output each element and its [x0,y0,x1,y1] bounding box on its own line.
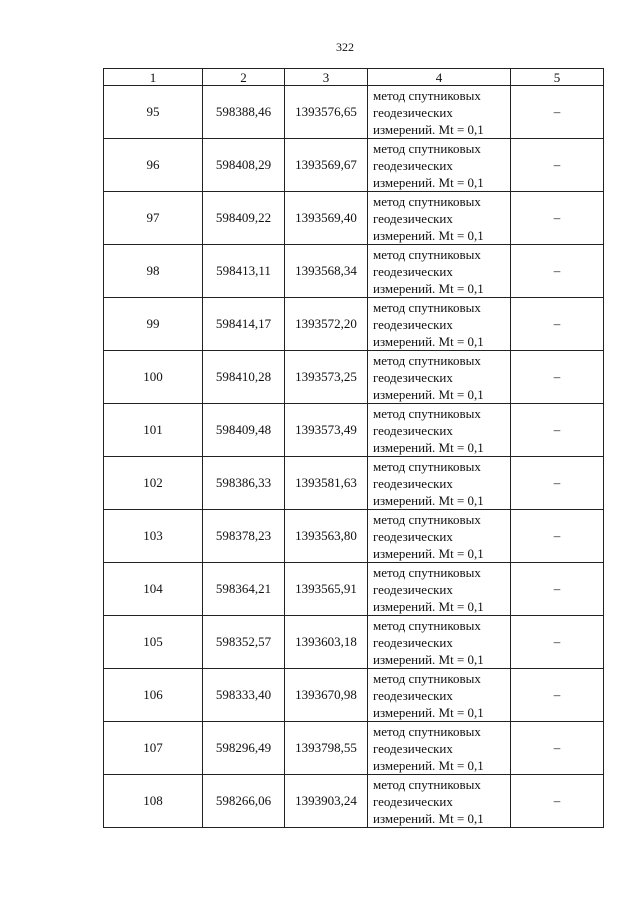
method-cell [368,669,511,722]
column-header: 5 [511,69,604,86]
table-row [104,86,604,139]
column-header: 4 [368,69,511,86]
table-row [104,616,604,669]
note-cell: – [511,563,604,616]
method-line: измерений. Mt = 0,1 [373,227,484,243]
method-line: геодезических [373,581,453,597]
column-header: 1 [104,69,203,86]
method-cell [368,404,511,457]
x-coordinate-cell: 598409,48 [203,404,285,457]
method-line: измерений. Mt = 0,1 [373,174,484,190]
point-number-cell: 106 [104,669,203,722]
method-line: метод спутниковых [373,458,481,474]
method-line: метод спутниковых [373,670,481,686]
method-line: измерений. Mt = 0,1 [373,386,484,402]
point-number-cell: 102 [104,457,203,510]
method-line: метод спутниковых [373,405,481,421]
table-header-row [104,69,604,86]
method-cell [368,563,511,616]
method-line: измерений. Mt = 0,1 [373,439,484,455]
x-coordinate-cell: 598410,28 [203,351,285,404]
coordinates-table [103,68,604,828]
note-cell: – [511,722,604,775]
method-line: метод спутниковых [373,299,481,315]
point-number-cell: 103 [104,510,203,563]
x-coordinate-cell: 598333,40 [203,669,285,722]
point-number-cell: 96 [104,139,203,192]
method-line: измерений. Mt = 0,1 [373,810,484,826]
method-line: метод спутниковых [373,87,481,103]
point-number-cell: 100 [104,351,203,404]
table-row [104,722,604,775]
table-row [104,775,604,828]
note-cell: – [511,298,604,351]
method-line: измерений. Mt = 0,1 [373,333,484,349]
table-row [104,351,604,404]
y-coordinate-cell: 1393568,34 [285,245,368,298]
table-row [104,139,604,192]
x-coordinate-cell: 598386,33 [203,457,285,510]
method-line: измерений. Mt = 0,1 [373,598,484,614]
method-line: метод спутниковых [373,140,481,156]
method-line: метод спутниковых [373,776,481,792]
y-coordinate-cell: 1393576,65 [285,86,368,139]
method-line: измерений. Mt = 0,1 [373,492,484,508]
y-coordinate-cell: 1393569,40 [285,192,368,245]
method-line: геодезических [373,369,453,385]
point-number-cell: 104 [104,563,203,616]
x-coordinate-cell: 598364,21 [203,563,285,616]
y-coordinate-cell: 1393670,98 [285,669,368,722]
method-line: метод спутниковых [373,193,481,209]
method-line: метод спутниковых [373,246,481,262]
note-cell: – [511,86,604,139]
point-number-cell: 99 [104,298,203,351]
method-line: геодезических [373,475,453,491]
method-line: метод спутниковых [373,352,481,368]
method-cell [368,616,511,669]
method-line: метод спутниковых [373,511,481,527]
table-row [104,510,604,563]
x-coordinate-cell: 598408,29 [203,139,285,192]
note-cell: – [511,245,604,298]
method-line: измерений. Mt = 0,1 [373,280,484,296]
method-line: геодезических [373,740,453,756]
method-line: измерений. Mt = 0,1 [373,545,484,561]
y-coordinate-cell: 1393798,55 [285,722,368,775]
table-row [104,245,604,298]
table-row [104,457,604,510]
method-cell [368,192,511,245]
note-cell: – [511,616,604,669]
y-coordinate-cell: 1393573,25 [285,351,368,404]
method-line: геодезических [373,793,453,809]
method-cell [368,139,511,192]
method-line: геодезических [373,104,453,120]
x-coordinate-cell: 598266,06 [203,775,285,828]
table-row [104,404,604,457]
method-line: геодезических [373,157,453,173]
y-coordinate-cell: 1393569,67 [285,139,368,192]
y-coordinate-cell: 1393572,20 [285,298,368,351]
note-cell: – [511,669,604,722]
method-line: измерений. Mt = 0,1 [373,704,484,720]
note-cell: – [511,139,604,192]
y-coordinate-cell: 1393563,80 [285,510,368,563]
method-cell [368,245,511,298]
method-line: геодезических [373,210,453,226]
point-number-cell: 107 [104,722,203,775]
method-cell [368,722,511,775]
method-cell [368,510,511,563]
table-row [104,298,604,351]
x-coordinate-cell: 598378,23 [203,510,285,563]
x-coordinate-cell: 598414,17 [203,298,285,351]
y-coordinate-cell: 1393581,63 [285,457,368,510]
note-cell: – [511,192,604,245]
table-row [104,192,604,245]
point-number-cell: 105 [104,616,203,669]
method-cell [368,298,511,351]
method-line: геодезических [373,634,453,650]
method-cell [368,457,511,510]
x-coordinate-cell: 598296,49 [203,722,285,775]
note-cell: – [511,351,604,404]
method-line: геодезических [373,263,453,279]
note-cell: – [511,775,604,828]
column-header: 3 [285,69,368,86]
method-line: измерений. Mt = 0,1 [373,121,484,137]
method-cell [368,86,511,139]
x-coordinate-cell: 598352,57 [203,616,285,669]
method-line: метод спутниковых [373,564,481,580]
point-number-cell: 97 [104,192,203,245]
method-line: геодезических [373,316,453,332]
note-cell: – [511,404,604,457]
column-header: 2 [203,69,285,86]
x-coordinate-cell: 598388,46 [203,86,285,139]
note-cell: – [511,457,604,510]
table-row [104,563,604,616]
y-coordinate-cell: 1393903,24 [285,775,368,828]
method-line: измерений. Mt = 0,1 [373,757,484,773]
y-coordinate-cell: 1393603,18 [285,616,368,669]
x-coordinate-cell: 598413,11 [203,245,285,298]
y-coordinate-cell: 1393565,91 [285,563,368,616]
method-line: метод спутниковых [373,617,481,633]
point-number-cell: 108 [104,775,203,828]
method-line: измерений. Mt = 0,1 [373,651,484,667]
page-number: 322 [336,40,354,54]
point-number-cell: 101 [104,404,203,457]
method-cell [368,351,511,404]
point-number-cell: 95 [104,86,203,139]
method-line: геодезических [373,422,453,438]
y-coordinate-cell: 1393573,49 [285,404,368,457]
method-cell [368,775,511,828]
method-line: геодезических [373,528,453,544]
method-line: геодезических [373,687,453,703]
note-cell: – [511,510,604,563]
point-number-cell: 98 [104,245,203,298]
table-row [104,669,604,722]
x-coordinate-cell: 598409,22 [203,192,285,245]
method-line: метод спутниковых [373,723,481,739]
